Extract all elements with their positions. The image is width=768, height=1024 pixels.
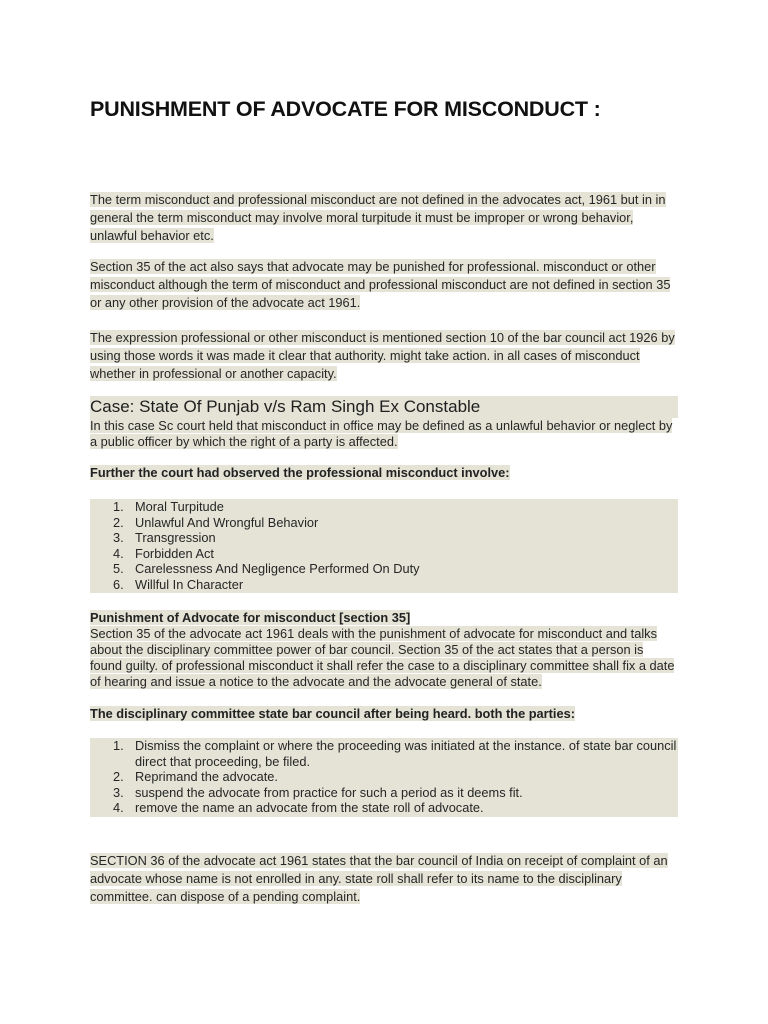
list-item — [90, 530, 678, 546]
observed-heading — [90, 464, 510, 482]
list-item-text: Unlawful And Wrongful Behavior — [135, 514, 319, 530]
paragraph-section-35-intro — [90, 258, 678, 312]
list-item-text: Reprimand the advocate. — [135, 769, 278, 785]
list-item-number: 4. — [113, 800, 124, 816]
section-35-paragraph — [90, 626, 678, 690]
list-item — [90, 515, 678, 531]
list-item-number: 3. — [113, 530, 124, 546]
section-36-text: SECTION 36 of the advocate act 1961 states that the bar council of India on receipt of complaint of an advocate whose name is not enrolled in any. state roll shall refer to its name to the disciplinary committee. can dispose of a pending complaint. — [90, 853, 668, 904]
paragraph-text: Section 35 of the act also says that advocate may be punished for professional. misconduct or other misconduct although the term of misconduct and professional misconduct are not defined in section 35 or any other provision of the advocate act 1961. — [90, 259, 671, 310]
list-item — [90, 769, 678, 785]
paragraph-misconduct-definition — [90, 191, 678, 245]
committee-heading — [90, 705, 575, 723]
section-35-heading — [90, 609, 410, 627]
list-item-text: Willful In Character — [135, 576, 244, 592]
list-item — [90, 738, 678, 769]
list-item-number: 2. — [113, 769, 124, 785]
section-36-paragraph — [90, 852, 678, 906]
case-heading: Case: State Of Punjab v/s Ram Singh Ex Constable — [90, 396, 678, 418]
misconduct-list — [90, 499, 678, 593]
section-35-text: Section 35 of the advocate act 1961 deals with the punishment of advocate for misconduct and talks about the disciplinary committee power of bar council. Section 35 of the act states that a person is found guilty. of professional misconduct it shall refer the case to a disciplinary committee shall fix a date of hearing and issue a notice to the advocate and the advocate general of state. — [90, 626, 675, 689]
list-item-text: Forbidden Act — [135, 545, 214, 561]
paragraph-text: The term misconduct and professional misconduct are not defined in the advocates act, 1961 but in in general the term misconduct may involve moral turpitude it must be improper or wrong behavior, unlawful behavior etc. — [90, 192, 666, 243]
list-item — [90, 785, 678, 801]
list-item-number: 3. — [113, 784, 124, 800]
list-item-text: Carelessness And Negligence Performed On Duty — [135, 561, 420, 577]
paragraph-bar-council-act — [90, 329, 678, 383]
list-item-text: Transgression — [135, 530, 216, 546]
observed-heading-text: Further the court had observed the professional misconduct involve: — [90, 465, 510, 480]
list-item-text: Dismiss the complaint or where the proceeding was initiated at the instance. of state bar council direct that proceeding, be filed. — [135, 738, 677, 769]
list-item — [90, 561, 678, 577]
paragraph-text: The expression professional or other misconduct is mentioned section 10 of the bar council act 1926 by using those words it was made it clear that authority. might take action. in all cases of misconduct whether in professional or another capacity. — [90, 330, 675, 381]
list-item-number: 5. — [113, 561, 124, 577]
case-text: In this case Sc court held that misconduct in office may be defined as a unlawful behavior or neglect by a public officer by which the right of a party is affected. — [90, 418, 673, 449]
list-item-number: 1. — [113, 499, 124, 514]
case-paragraph — [90, 418, 678, 450]
list-item-text: remove the name an advocate from the state roll of advocate. — [135, 800, 484, 816]
list-item-number: 2. — [113, 514, 124, 530]
list-item-text: Moral Turpitude — [135, 499, 224, 514]
page-title: PUNISHMENT OF ADVOCATE FOR MISCONDUCT : — [90, 97, 601, 121]
section-35-heading-text: Punishment of Advocate for misconduct [section 35] — [90, 610, 411, 625]
punishment-list — [90, 738, 678, 817]
list-item-number: 4. — [113, 545, 124, 561]
committee-heading-text: The disciplinary committee state bar council after being heard. both the parties: — [90, 706, 575, 721]
list-item-number: 6. — [113, 576, 124, 592]
list-item — [90, 577, 678, 593]
list-item-number: 1. — [113, 738, 124, 753]
list-item-text: suspend the advocate from practice for such a period as it deems fit. — [135, 784, 523, 800]
list-item — [90, 546, 678, 562]
list-item — [90, 499, 678, 515]
list-item — [90, 800, 678, 816]
